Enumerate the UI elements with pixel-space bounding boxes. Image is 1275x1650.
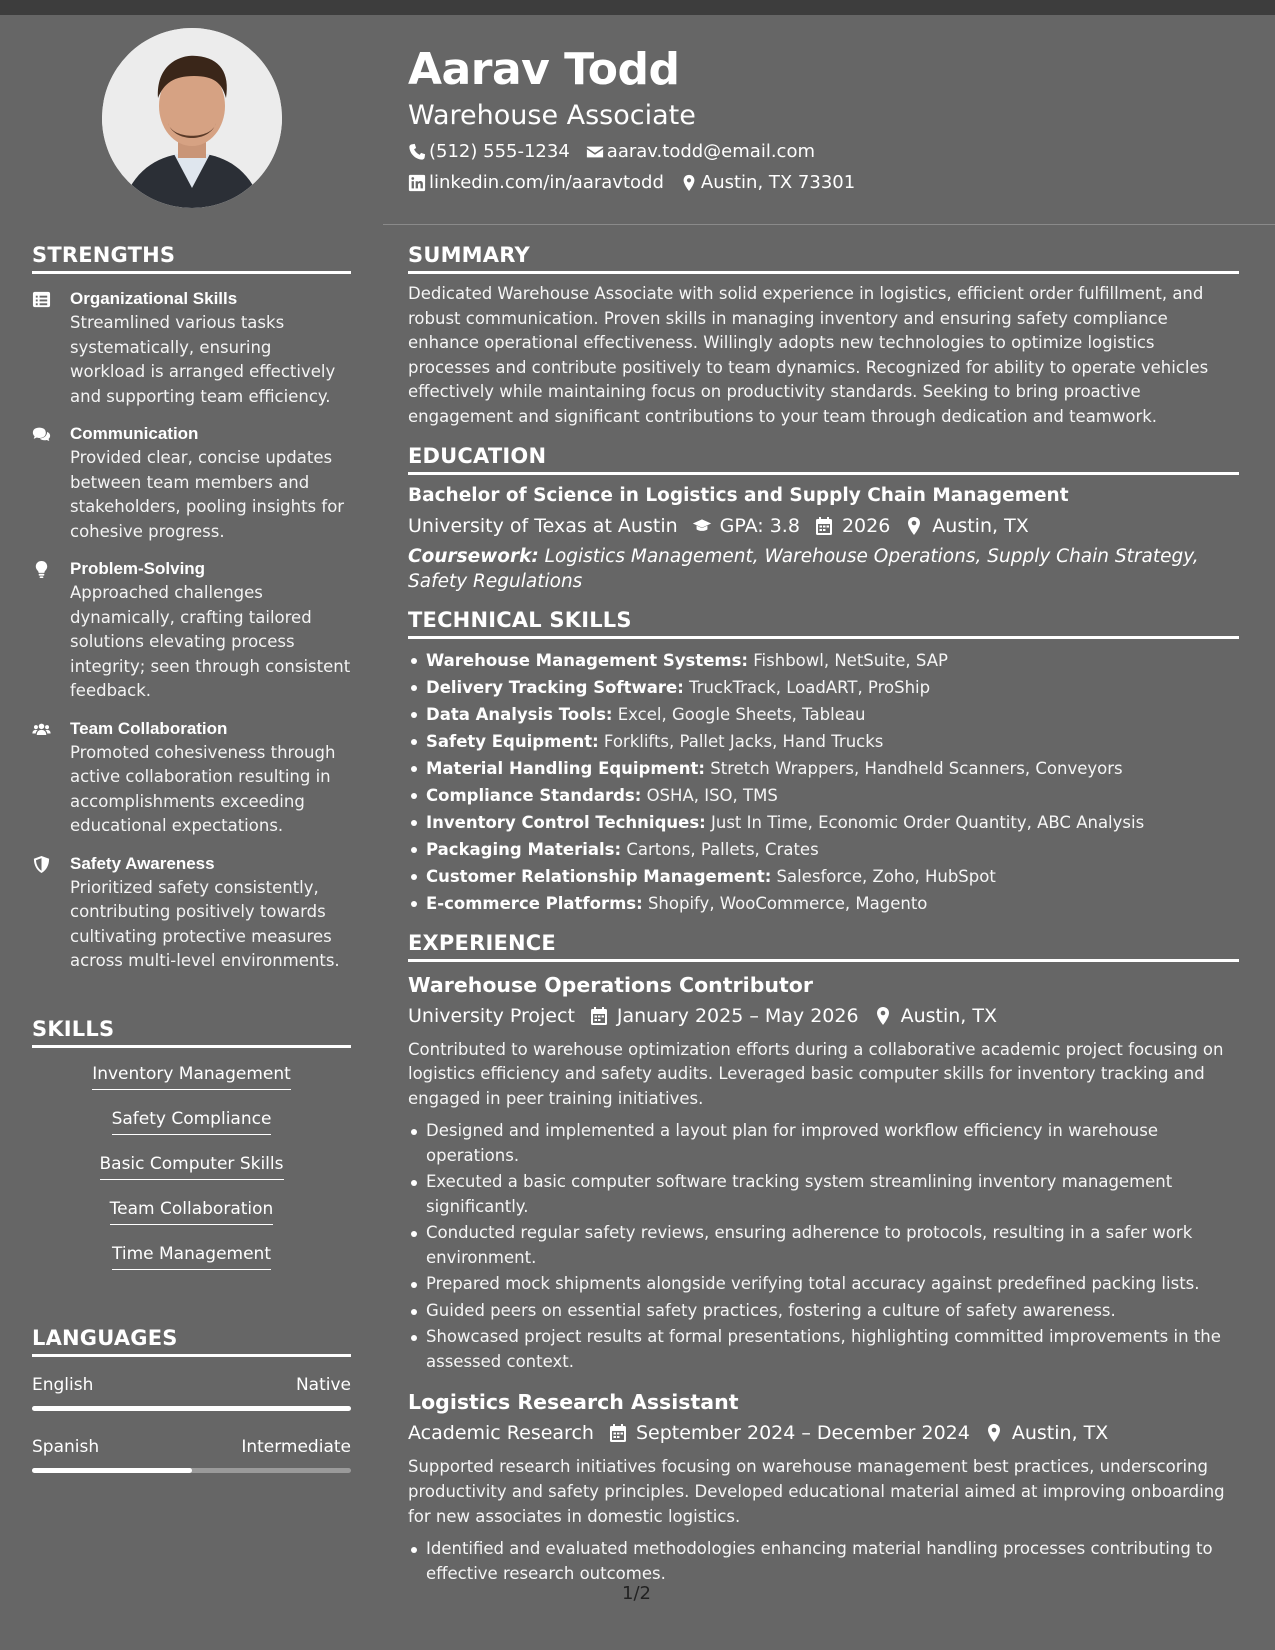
job-bullet: Guided peers on essential safety practices, fostering a culture of safety awareness.: [408, 1299, 1239, 1324]
linkedin-contact[interactable]: [408, 170, 664, 196]
job-org: [408, 1419, 594, 1447]
skills-section: [32, 1017, 351, 1287]
envelope-icon: [586, 143, 604, 161]
shield-icon: [32, 852, 70, 974]
header-divider: [383, 224, 1275, 225]
education-location-text: Austin, TX: [932, 514, 1029, 537]
skill-values: Just In Time, Economic Order Quantity, ABC Analysis: [705, 812, 1145, 832]
strength-item: [32, 287, 351, 409]
strength-item: [32, 557, 351, 704]
gpa: [692, 512, 800, 540]
phone-contact: [408, 139, 570, 165]
graduation-cap-icon: [692, 516, 712, 536]
skill-category: Packaging Materials:: [426, 839, 622, 859]
language-bar-fill: [32, 1468, 192, 1473]
job-bullet: Conducted regular safety reviews, ensuring adherence to protocols, resulting in a safer work environment.: [408, 1221, 1239, 1270]
skill-tag: [32, 1197, 351, 1242]
technical-skill-item: [408, 701, 1239, 728]
technical-skill-item: [408, 836, 1239, 863]
job-summary: Supported research initiatives focusing on warehouse management best practices, underscoring productivity and safety principles. Developed educational material aimed at improving onboarding for new associates in domestic logistics.: [408, 1457, 1225, 1526]
page-indicator: 1/2: [622, 1583, 651, 1604]
school-text: University of Texas at Austin: [408, 514, 678, 537]
education-meta: [408, 512, 1239, 540]
contact-row: [408, 139, 1238, 165]
job-bullet: Showcased project results at formal presentations, highlighting committed improvements in the assessed context.: [408, 1325, 1239, 1374]
languages-title: LANGUAGES: [32, 1326, 351, 1357]
coursework: [408, 544, 1239, 594]
phone-icon: [408, 143, 426, 161]
avatar: [102, 28, 282, 208]
skill-values: Shopify, WooCommerce, Magento: [642, 893, 928, 913]
job-dates: [608, 1419, 970, 1447]
email-contact[interactable]: [586, 139, 815, 165]
job-dates-text: January 2025 – May 2026: [616, 1004, 859, 1027]
technical-skill-item: [408, 755, 1239, 782]
languages-section: [32, 1326, 351, 1473]
language-level: Native: [295, 1375, 351, 1395]
skill-category: Safety Equipment:: [426, 731, 599, 751]
skill-category: Data Analysis Tools:: [426, 704, 613, 724]
skill-label: Basic Computer Skills: [100, 1152, 284, 1180]
technical-skills-list: [408, 647, 1239, 917]
profile-photo: [102, 28, 282, 208]
coursework-label: Coursework:: [408, 545, 539, 567]
skill-values: Fishbowl, NetSuite, SAP: [748, 650, 948, 670]
language-bar: [32, 1406, 351, 1411]
users-icon: [32, 717, 70, 839]
school-name: [408, 512, 678, 540]
skill-values: OSHA, ISO, TMS: [641, 785, 778, 805]
calendar-icon: [814, 516, 834, 536]
strength-title: Communication: [70, 424, 199, 443]
skill-category: Compliance Standards:: [426, 785, 642, 805]
skill-tag: [32, 1062, 351, 1107]
map-pin-icon: [984, 1423, 1004, 1443]
job-location-text: Austin, TX: [900, 1004, 997, 1027]
skill-values: Cartons, Pallets, Crates: [621, 839, 819, 859]
skill-values: Excel, Google Sheets, Tableau: [612, 704, 866, 724]
language-level: Intermediate: [241, 1437, 351, 1457]
job-location: [873, 1002, 997, 1030]
job-dates-text: September 2024 – December 2024: [635, 1422, 970, 1445]
education-location: [904, 512, 1028, 540]
linkedin-text[interactable]: linkedin.com/in/aaravtodd: [429, 172, 664, 193]
skill-category: Delivery Tracking Software:: [426, 677, 684, 697]
job-org: [408, 1002, 575, 1030]
strength-title: Safety Awareness: [70, 853, 215, 873]
technical-skill-item: [408, 674, 1239, 701]
email-text[interactable]: aarav.todd@email.com: [606, 141, 815, 162]
education-title: EDUCATION: [408, 444, 1239, 475]
job-bullet: Identified and evaluated methodologies enhancing material handling processes contributing to effective research outcomes.: [408, 1537, 1239, 1586]
technical-skill-item: [408, 647, 1239, 674]
skill-category: Customer Relationship Management:: [426, 866, 772, 886]
strength-item: [32, 717, 351, 839]
job-location: [984, 1419, 1108, 1447]
strength-desc: Promoted cohesiveness through active collaboration resulting in accomplishments exceeding educational expectations.: [70, 742, 336, 835]
resume-page: [0, 15, 1275, 1650]
strength-item: [32, 422, 351, 544]
resume-header: [408, 43, 1238, 196]
job-bullet: Designed and implemented a layout plan for improved workflow efficiency in warehouse operations.: [408, 1119, 1239, 1168]
linkedin-icon: [408, 174, 426, 192]
skills-title: SKILLS: [32, 1017, 351, 1048]
skill-values: Stretch Wrappers, Handheld Scanners, Conveyors: [705, 758, 1123, 778]
summary-title: SUMMARY: [408, 243, 1239, 274]
job-title: Warehouse Operations Contributor: [408, 972, 813, 997]
education-section: [408, 444, 1239, 594]
technical-skill-item: [408, 863, 1239, 890]
experience-title: EXPERIENCE: [408, 931, 1239, 962]
technical-skill-item: [408, 809, 1239, 836]
job-bullet: Prepared mock shipments alongside verifying total accuracy against predefined packing lists.: [408, 1272, 1239, 1297]
skill-tag: [32, 1107, 351, 1152]
skill-category: Material Handling Equipment:: [426, 758, 705, 778]
candidate-role: Warehouse Associate: [408, 100, 696, 131]
skill-label: Safety Compliance: [112, 1107, 272, 1135]
summary-section: [408, 243, 1239, 430]
job-title: Logistics Research Assistant: [408, 1390, 739, 1415]
language-item: [32, 1435, 351, 1473]
year-text: 2026: [841, 514, 891, 537]
skill-label: Team Collaboration: [110, 1197, 274, 1225]
location-text: Austin, TX 73301: [700, 172, 856, 193]
language-item: [32, 1373, 351, 1411]
map-pin-icon: [680, 174, 698, 192]
strength-desc: Approached challenges dynamically, crafting tailored solutions elevating process integrity; seen through consistent feedback.: [70, 583, 351, 700]
strengths-section: [32, 243, 351, 974]
technical-skills-title: TECHNICAL SKILLS: [408, 608, 1239, 639]
skill-values: Forklifts, Pallet Jacks, Hand Trucks: [598, 731, 884, 751]
strength-title: Problem-Solving: [70, 559, 206, 578]
job-org-text: University Project: [408, 1004, 575, 1027]
language-bar-fill: [32, 1406, 351, 1411]
summary-text: Dedicated Warehouse Associate with solid experience in logistics, efficient order fulfillment, and robust communication. Proven skills in managing inventory and ensuring safety compliance enhance operational effectiveness. Willingly adopts new technologies to optimize logistics processes and contribute positively to team dynamics. Recognized for ability to operate vehicles effectively while maintaining focus on productivity standards. Seeking to bring proactive engagement and significant contributions to your team through dedication and teamwork.: [408, 284, 1209, 426]
top-bar: [0, 0, 1275, 15]
map-pin-icon: [873, 1006, 893, 1026]
experience-section: [408, 931, 1239, 1587]
strength-item: [32, 852, 351, 974]
strength-desc: Prioritized safety consistently, contributing positively towards cultivating protective measures across multi-level environments.: [70, 877, 340, 970]
phone-text: (512) 555-1234: [429, 141, 570, 162]
right-column: [408, 243, 1239, 1600]
skill-values: Salesforce, Zoho, HubSpot: [771, 866, 996, 886]
skill-tag: [32, 1152, 351, 1197]
skill-category: Inventory Control Techniques:: [426, 812, 706, 832]
contact-row: [408, 170, 1238, 196]
skill-values: TruckTrack, LoadART, ProShip: [683, 677, 931, 697]
lightbulb-icon: [32, 557, 70, 704]
job-org-text: Academic Research: [408, 1422, 594, 1445]
job-summary: Contributed to warehouse optimization efforts during a collaborative academic project focusing on logistics efficiency and safety audits. Leveraged basic computer skills for inventory tracking and engaged in peer training initiatives.: [408, 1039, 1224, 1108]
skill-category: Warehouse Management Systems:: [426, 650, 749, 670]
skill-tag: [32, 1242, 351, 1287]
map-pin-icon: [904, 516, 924, 536]
strength-desc: Provided clear, concise updates between team members and stakeholders, pooling insights for cohesive progress.: [70, 448, 345, 541]
technical-skill-item: [408, 890, 1239, 917]
gpa-text: GPA: 3.8: [719, 514, 800, 537]
job-location-text: Austin, TX: [1011, 1422, 1109, 1445]
calendar-icon: [608, 1423, 628, 1443]
technical-skill-item: [408, 782, 1239, 809]
coursework-text: Logistics Management, Warehouse Operations, Supply Chain Strategy, Safety Regulations: [408, 545, 1199, 592]
list-icon: [32, 287, 70, 409]
job-bullets: [408, 1119, 1239, 1374]
degree-title: Bachelor of Science in Logistics and Supply Chain Management: [408, 484, 1069, 506]
comments-icon: [32, 422, 70, 544]
technical-skill-item: [408, 728, 1239, 755]
strengths-title: STRENGTHS: [32, 243, 351, 274]
strength-desc: Streamlined various tasks systematically, ensuring workload is arranged effectively and supporting team efficiency.: [70, 313, 336, 406]
job-dates: [589, 1002, 859, 1030]
skill-list: [32, 1062, 351, 1287]
skill-category: E-commerce Platforms:: [426, 893, 643, 913]
graduation-year: [814, 512, 890, 540]
technical-skills-section: [408, 608, 1239, 917]
language-name: Spanish: [32, 1437, 100, 1457]
job-bullet: Executed a basic computer software tracking system streamlining inventory management significantly.: [408, 1170, 1239, 1219]
language-bar: [32, 1468, 351, 1473]
location-contact: [680, 170, 855, 196]
language-name: English: [32, 1375, 94, 1395]
strength-title: Team Collaboration: [70, 718, 228, 738]
strength-title: Organizational Skills: [70, 289, 238, 308]
job-bullets: [408, 1537, 1239, 1586]
job-meta: [408, 1002, 1239, 1030]
job-meta: [408, 1419, 1239, 1447]
calendar-icon: [589, 1006, 609, 1026]
candidate-name: Aarav Todd: [408, 44, 680, 95]
skill-label: Time Management: [112, 1242, 271, 1270]
skill-label: Inventory Management: [92, 1062, 291, 1090]
